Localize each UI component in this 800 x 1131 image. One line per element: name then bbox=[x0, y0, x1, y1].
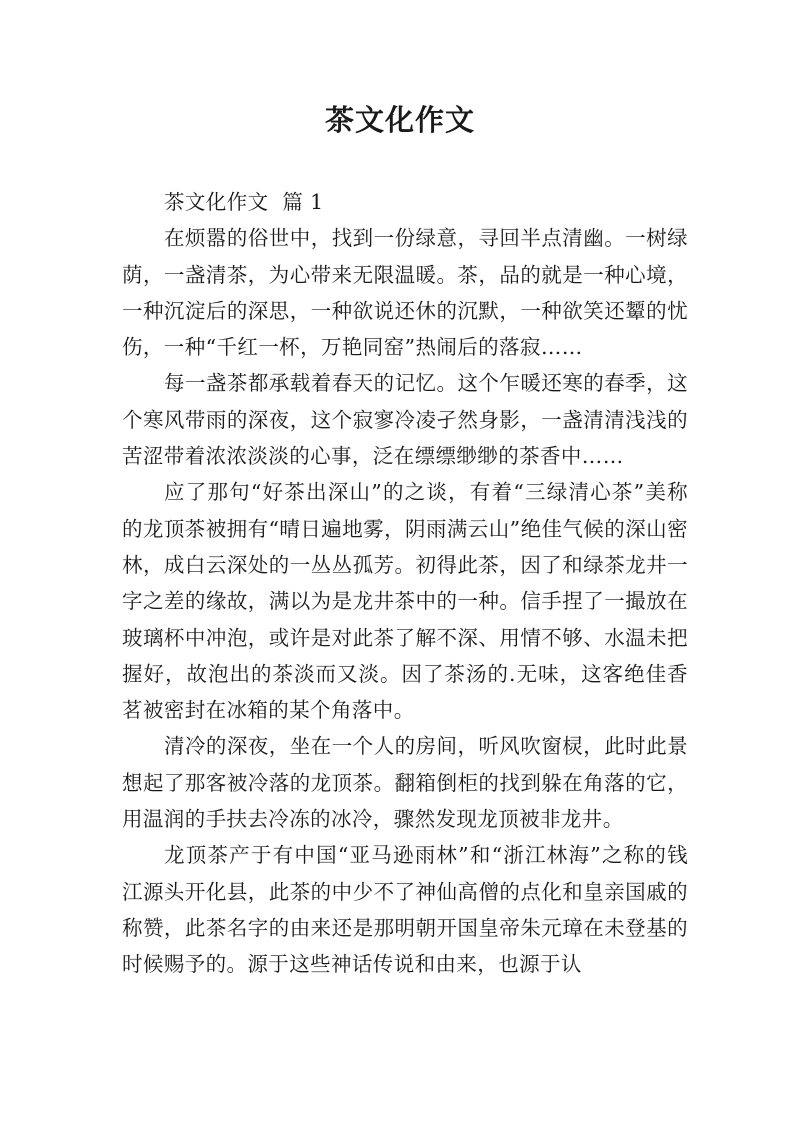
paragraph-4: 清冷的深夜，坐在一个人的房间，听风吹窗棂，此时此景想起了那客被冷落的龙顶茶。翻箱倒柜的找到躲在角落的它，用温润的手扶去冷冻的冰冷，骤然发现龙顶被非龙井。 bbox=[122, 734, 688, 832]
document-title: 茶文化作文 bbox=[324, 103, 475, 137]
paragraph-2: 每一盏茶都承载着春天的记忆。这个乍暖还寒的春季，这个寒风带雨的深夜，这个寂寥冷凌孑然身影，一盏清清浅浅的苦涩带着浓浓淡淡的心事，泛在缥缥缈缈的茶香中…… bbox=[122, 371, 688, 469]
section-heading: 茶文化作文 篇 1 bbox=[164, 190, 324, 214]
paragraph-3: 应了那句“好茶出深山”的之谈，有着“三绿清心茶”美称的龙顶茶被拥有“晴日遍地雾，阴雨满云山”绝佳气候的深山密林，成白云深处的一丛丛孤芳。初得此茶，因了和绿茶龙井一字之差的缘故，满以为是龙井茶中的一种。信手捏了一撮放在玻璃杯中冲泡，或许是对此茶了解不深、用情不够、水温未把握好，故泡出的茶淡而又淡。因了茶汤的.无味，这客绝佳香茗被密封在冰箱的某个角落中。 bbox=[122, 480, 688, 723]
paragraph-5: 龙顶茶产于有中国“亚马逊雨林”和“浙江林海”之称的钱江源头开化县，此茶的中少不了神仙高僧的点化和皇亲国戚的称赞，此茶名字的由来还是那明朝开国皇帝朱元璋在未登基的时候赐予的。源于这些神话传说和由来，也源于认 bbox=[122, 843, 688, 977]
document-body bbox=[122, 184, 688, 983]
paragraph-1: 在烦嚣的俗世中，找到一份绿意，寻回半点清幽。一树绿荫，一盏清茶，为心带来无限温暖。茶，品的就是一种心境，一种沉淀后的深思，一种欲说还休的沉默，一种欲笑还颦的忧伤，一种“千红一杯，万艳同窑”热闹后的落寂…… bbox=[122, 226, 688, 360]
